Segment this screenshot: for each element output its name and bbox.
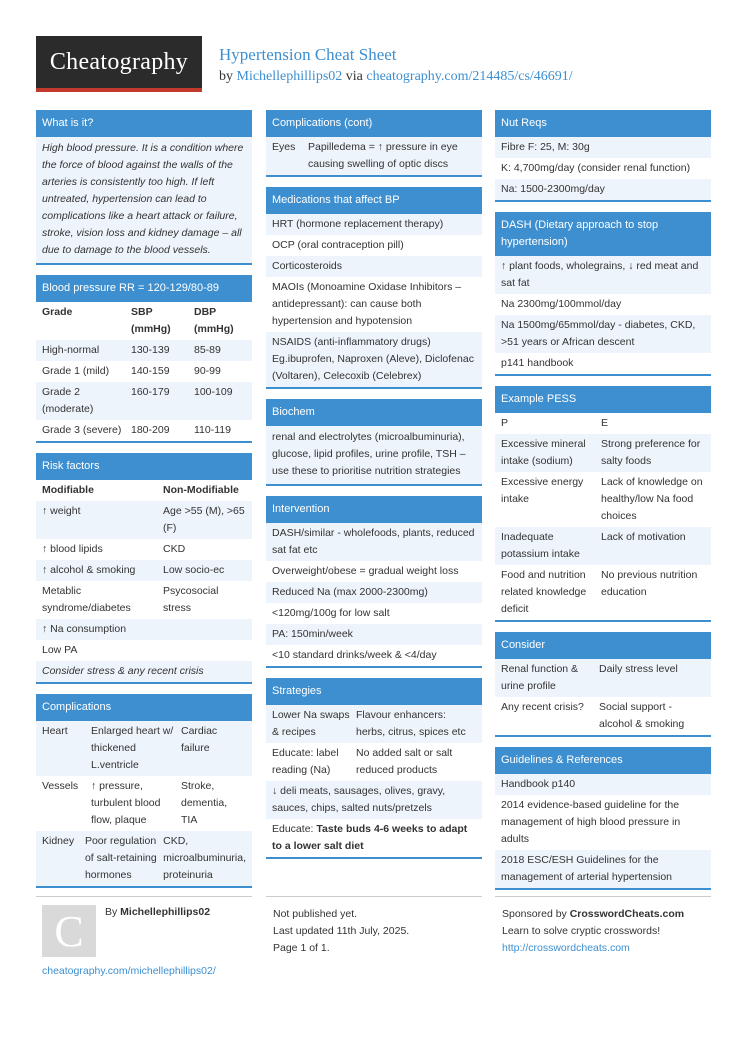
section-title: Risk factors: [36, 453, 252, 480]
section-dash: [495, 212, 711, 376]
section-title: Intervention: [266, 496, 482, 523]
table-header: [495, 413, 711, 434]
cell: Low socio-ec: [163, 564, 225, 576]
sheet-url-link[interactable]: cheatography.com/214485/cs/46691/: [366, 69, 573, 84]
cell: ↑ alcohol & smoking: [42, 564, 136, 576]
cell: Daily stress level: [599, 663, 678, 675]
section-what-is-it: [36, 110, 252, 265]
header-cell: P: [501, 417, 509, 429]
section-title: Biochem: [266, 399, 482, 426]
cell: CKD: [163, 543, 186, 555]
section-title: Blood pressure RR = 120-129/80-89: [36, 275, 252, 302]
cell: Strong preference for salty foods: [601, 438, 701, 467]
cell: Cardiac failure: [181, 725, 218, 754]
section-strategies: [266, 678, 482, 859]
section-title: Example PESS: [495, 386, 711, 413]
section-nut-reqs: [495, 110, 711, 202]
cell: Age >55 (M), >65 (F): [163, 505, 245, 534]
cell: 180-209: [131, 424, 170, 436]
author-avatar[interactable]: [42, 905, 96, 957]
header-cell: SBP (mmHg): [131, 306, 171, 335]
list-item: Reduced Na (max 2000-2300mg): [266, 582, 482, 603]
table-row: [36, 640, 252, 661]
list-item: p141 handbook: [501, 357, 574, 369]
cell: Food and nutrition related knowledge deficit: [501, 569, 587, 615]
cell: No added salt or salt reduced products: [356, 747, 453, 776]
list-item: 2014 evidence-based guideline for the management of high blood pressure in adults: [501, 799, 681, 845]
list-item: DASH/similar - wholefoods, plants, reduced sat fat etc: [266, 523, 482, 561]
list-item: <120mg/100g for low salt: [272, 607, 390, 619]
section-title: Strategies: [266, 678, 482, 705]
table-header: [36, 480, 252, 501]
cell: Excessive energy intake: [501, 476, 584, 505]
cell: Eyes: [272, 141, 296, 153]
table-row: [36, 776, 252, 831]
list-item: Fibre F: 25, M: 30g: [495, 137, 711, 158]
table-row: [36, 721, 252, 776]
cell: ↑ blood lipids: [42, 543, 103, 555]
section-title: Medications that affect BP: [266, 187, 482, 214]
cell: Kidney: [42, 835, 75, 847]
cell: 140-159: [131, 365, 170, 377]
list-item: 2018 ESC/ESH Guidelines for the management of arterial hypertension: [495, 850, 711, 888]
list-item: Na 2300mg/100mmol/day: [501, 298, 622, 310]
table-row: [36, 831, 252, 886]
footer-author-name[interactable]: Michellephillips02: [120, 906, 211, 918]
cell: Excessive mineral intake (sodium): [501, 438, 586, 467]
section-complications-cont: [266, 110, 482, 177]
header-cell: E: [601, 417, 609, 429]
list-item: Na: 1500-2300mg/day: [495, 179, 711, 200]
footer-meta: [273, 906, 409, 957]
list-item: [266, 819, 482, 857]
footer-divider: [266, 896, 482, 897]
table-row: [36, 619, 252, 640]
header-cell: DBP (mmHg): [194, 306, 234, 335]
table-row: [495, 565, 711, 620]
cell: ↑ weight: [42, 505, 81, 517]
cell: [163, 621, 246, 638]
page-title: Hypertension Cheat Sheet: [219, 45, 397, 64]
cell: Enlarged heart w/ thickened L.ventricle: [91, 725, 174, 771]
cell: Lack of motivation: [601, 531, 686, 543]
table-row: [36, 581, 252, 619]
strategy-prefix: Educate:: [272, 823, 317, 835]
list-item: Corticosteroids: [266, 256, 482, 277]
cell: Psycosocial stress: [163, 585, 219, 614]
cell: ↑ Na consumption: [42, 623, 127, 635]
sponsor-text: Learn to solve cryptic crosswords!: [502, 925, 661, 937]
cell: Lower Na swaps & recipes: [272, 709, 350, 738]
risk-note: Consider stress & any recent crisis: [36, 661, 252, 682]
cell: Stroke, dementia, TIA: [181, 780, 228, 826]
cell: 110-119: [194, 424, 231, 436]
author-link[interactable]: Michellephillips02: [236, 69, 343, 84]
list-item: Overweight/obese = gradual weight loss: [272, 565, 459, 577]
column-1: [36, 110, 252, 898]
list-item: OCP (oral contraception pill): [272, 239, 404, 251]
table-row: [495, 434, 711, 472]
footer-author: [105, 906, 210, 918]
cell: Vessels: [42, 780, 79, 792]
section-title: Complications (cont): [266, 110, 482, 137]
column-3: [495, 110, 711, 900]
cell: Flavour enhancers: herbs, citrus, spices etc: [356, 709, 466, 738]
biochem-text: renal and electrolytes (microalbuminuria), glucose, lipid profiles, urine profile, TSH – use these to prioritise nutrition strategies: [266, 426, 482, 484]
section-example-pess: [495, 386, 711, 622]
section-title: DASH (Dietary approach to stop hypertension): [495, 212, 711, 256]
byline: [219, 69, 573, 85]
byline-via: via: [342, 69, 367, 84]
list-item: PA: 150min/week: [266, 624, 482, 645]
table-row: [266, 743, 482, 781]
section-risk-factors: [36, 453, 252, 684]
sponsor-line: [502, 906, 684, 923]
strategy-bold-text: Taste buds 4-6 weeks to adapt to a lower salt diet: [272, 823, 468, 852]
cell: Renal function & urine profile: [501, 663, 579, 692]
list-item: K: 4,700mg/day (consider renal function): [501, 162, 691, 174]
list-item: Na 1500mg/65mmol/day - diabetes, CKD, >51 years or African descent: [495, 315, 711, 353]
cell: High-normal: [42, 344, 100, 356]
cell: CKD, microalbuminuria, proteinuria: [163, 835, 247, 881]
cell: Heart: [42, 725, 68, 737]
cell: Poor regulation of salt-retaining hormones: [84, 835, 157, 881]
published-status: Not published yet.: [273, 908, 358, 920]
section-title: Nut Reqs: [495, 110, 711, 137]
cell: Grade 2 (moderate): [42, 386, 94, 415]
cell: 160-179: [131, 386, 170, 398]
table-row: [36, 501, 252, 539]
cell: Grade 3 (severe): [42, 424, 122, 436]
section-title: Complications: [36, 694, 252, 721]
cell: Grade 1 (mild): [42, 365, 110, 377]
sponsor-name[interactable]: CrosswordCheats.com: [569, 908, 685, 920]
table-row: [36, 560, 252, 581]
list-item: Handbook p140: [495, 774, 711, 795]
cheatography-logo[interactable]: [36, 36, 202, 92]
section-blood-pressure: [36, 275, 252, 443]
table-row: [495, 697, 711, 735]
page-number: Page 1 of 1.: [273, 942, 330, 954]
logo-text: Cheatography: [49, 48, 189, 75]
table-row: [36, 340, 252, 361]
list-item: NSAIDS (anti-inflammatory drugs) Eg.ibuprofen, Naproxen (Aleve), Diclofenac (Voltaren), Celecoxib (Celebrex): [266, 332, 482, 387]
cell: 85-89: [194, 344, 221, 356]
list-item: HRT (hormone replacement therapy): [266, 214, 482, 235]
section-intervention: [266, 496, 482, 668]
table-row: [36, 420, 252, 441]
section-complications: [36, 694, 252, 888]
last-updated: Last updated 11th July, 2025.: [273, 925, 410, 937]
section-title: Consider: [495, 632, 711, 659]
list-item: ↓ deli meats, sausages, olives, gravy, sauces, chips, salted nuts/pretzels: [266, 781, 482, 819]
cell: Metablic syndrome/diabetes: [42, 585, 131, 614]
table-row: [266, 705, 482, 743]
cell: Low PA: [42, 644, 78, 656]
section-consider: [495, 632, 711, 737]
table-row: [36, 361, 252, 382]
table-row: [36, 382, 252, 420]
cell: No previous nutrition education: [601, 569, 698, 598]
cell: Lack of knowledge on healthy/low Na food choices: [601, 476, 703, 522]
avatar-letter: C: [54, 906, 84, 956]
cell: 90-99: [194, 365, 221, 377]
strategy-text: [272, 821, 476, 855]
header-cell: Modifiable: [42, 484, 94, 496]
cell: Educate: label reading (Na): [272, 747, 339, 776]
table-row: [495, 472, 711, 527]
list-item: MAOIs (Monoamine Oxidase Inhibitors – antidepressant): can cause both hypertension and hypotension: [272, 281, 462, 327]
table-row: [495, 659, 711, 697]
byline-prefix: by: [219, 69, 237, 84]
section-title: What is it?: [36, 110, 252, 137]
title-block: [219, 45, 573, 85]
section-guidelines: [495, 747, 711, 890]
header-cell: Non-Modifiable: [163, 484, 239, 496]
cell: Any recent crisis?: [501, 701, 584, 713]
what-text: High blood pressure. It is a condition where the force of blood against the walls of the arteries is consistently too high. If left untreated, hypertension can lead to complications like a heart attack or failure, stroke, vision loss and kidney damage – all due to damage to the blood vessels.: [36, 137, 252, 263]
cell: 130-139: [131, 344, 170, 356]
list-item: <10 standard drinks/week & <4/day: [272, 649, 437, 661]
cell: 100-109: [194, 386, 233, 398]
footer-divider: [495, 896, 711, 897]
sponsor-prefix: Sponsored by: [502, 908, 570, 920]
table-header: [36, 302, 252, 340]
footer-author-link[interactable]: cheatography.com/michellephillips02/: [42, 965, 216, 977]
section-biochem: [266, 399, 482, 486]
cell: Social support - alcohol & smoking: [599, 701, 685, 730]
section-medications: [266, 187, 482, 389]
footer-sponsor: [502, 906, 684, 957]
sponsor-link[interactable]: http://crosswordcheats.com: [502, 942, 630, 954]
header-cell: Grade: [42, 306, 73, 318]
cell: [163, 642, 246, 659]
table-row: [36, 539, 252, 560]
cell: ↑ pressure, turbulent blood flow, plaque: [91, 780, 161, 826]
section-title: Guidelines & References: [495, 747, 711, 774]
table-row: [495, 527, 711, 565]
table-row: [266, 137, 482, 175]
footer-by-prefix: By: [105, 906, 121, 918]
footer-divider: [36, 896, 252, 897]
list-item: ↑ plant foods, wholegrains, ↓ red meat and sat fat: [495, 256, 711, 294]
cell: Papilledema = ↑ pressure in eye causing swelling of optic discs: [308, 141, 458, 170]
cell: Inadequate potassium intake: [501, 531, 580, 560]
column-2: [266, 110, 482, 869]
